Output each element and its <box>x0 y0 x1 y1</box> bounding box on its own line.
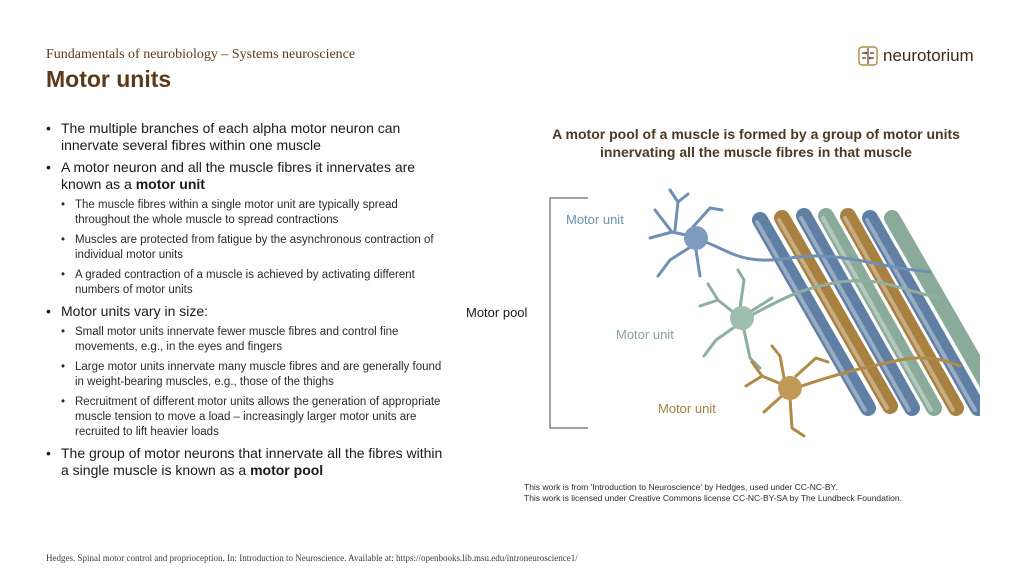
credit-line-2: This work is licensed under Creative Commons license CC-NC-BY-SA by The Lundbeck Foundation. <box>524 493 902 503</box>
motor-pool-bracket <box>550 198 588 428</box>
bullet-motor-unit: • A motor neuron and all the muscle fibres it innervates are known as a motor unit <box>46 159 446 193</box>
slide-title: Motor units <box>46 66 172 92</box>
term-motor-pool: motor pool <box>250 462 324 478</box>
brain-logo-icon <box>857 45 879 67</box>
sub-bullet-graded: • A graded contraction of a muscle is achieved by activating different numbers of motor units <box>46 268 446 298</box>
motor-unit-label-blue: Motor unit <box>566 212 624 227</box>
credit-line-1: This work is from 'Introduction to Neuroscience' by Hedges, used under CC-NC-BY. <box>524 482 838 492</box>
bullet-motor-pool: • The group of motor neurons that innervate all the fibres within a single muscle is known as a motor pool <box>46 445 446 479</box>
term-motor-unit: motor unit <box>135 176 205 192</box>
bullet-size: • Motor units vary in size: <box>46 303 446 320</box>
motor-pool-label: Motor pool <box>466 305 528 320</box>
image-credits <box>524 482 902 504</box>
figure-title: A motor pool of a muscle is formed by a group of motor units innervating all the muscle fibres in that muscle <box>552 126 960 160</box>
bullet-branches: • The multiple branches of each alpha motor neuron can innervate several fibres within one muscle <box>46 120 446 154</box>
logo-text: neurotorium <box>883 46 974 65</box>
sub-bullet-large: • Large motor units innervate many muscle fibres and are generally found in weight-bearing muscles, e.g., those of the thighs <box>46 360 446 390</box>
sub-bullet-spread: • The muscle fibres within a single motor unit are typically spread throughout the whole muscle to spread contractions <box>46 198 446 228</box>
motor-pool-illustration <box>460 180 980 450</box>
bullet-list <box>46 120 446 484</box>
motor-unit-label-green: Motor unit <box>616 327 674 342</box>
sub-bullet-recruitment: • Recruitment of different motor units allows the generation of appropriate muscle tension to move a load – increasingly larger motor units are recruited to lift heavier loads <box>46 395 446 440</box>
neurotorium-logo <box>857 44 974 68</box>
slide-subtitle: Fundamentals of neurobiology – Systems neuroscience <box>46 47 356 62</box>
sub-bullet-fatigue: • Muscles are protected from fatigue by the asynchronous contraction of individual motor units <box>46 233 446 263</box>
motor-unit-label-gold: Motor unit <box>658 401 716 416</box>
reference-footer: Hedges. Spinal motor control and proprioception. In: Introduction to Neuroscience. Available at: https://openbooks.lib.msu.edu/introneuroscience1/ <box>46 553 578 563</box>
sub-bullet-small: • Small motor units innervate fewer muscle fibres and control fine movements, e.g., in the eyes and fingers <box>46 325 446 355</box>
